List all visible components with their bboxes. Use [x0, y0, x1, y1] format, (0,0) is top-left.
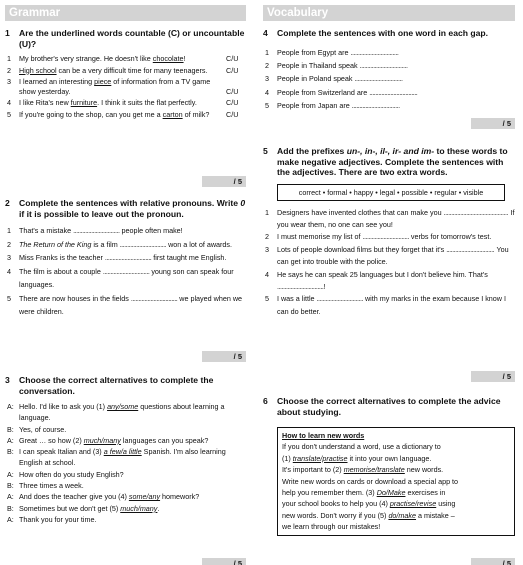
word-box: correct • formal • happy • legal • possible • regular • visible	[277, 184, 505, 201]
list-item: 5 People from Japan are ................................	[265, 101, 401, 111]
question-number: 6	[263, 396, 268, 406]
cu-answer: C/U	[226, 65, 239, 75]
list-item: 4 The film is about a couple ............................... young son can speak four languages.	[7, 266, 234, 289]
score-box: / 5	[202, 176, 246, 187]
list-item: 2 People in Thailand speak ................................	[265, 60, 408, 70]
list-item: 2 High school can be a very difficult time for many teenagers. C/U	[5, 66, 246, 76]
list-item: 1 My brother's very strange. He doesn't like chocolate! C/U	[5, 54, 246, 64]
cu-answer: C/U	[226, 98, 239, 108]
question-instruction: Complete the sentences with one word in each gap.	[277, 28, 489, 38]
score-box: / 5	[471, 371, 515, 382]
dialogue-line: A: And does the teacher give you (4) some/any homework?	[7, 492, 200, 502]
dialogue-line: A: Great … so how (2) much/many languages can you speak?	[7, 435, 209, 445]
list-item: 3 Lots of people download films but they forget that it's ................................ You can get into trouble with the police.	[265, 244, 509, 267]
question-number: 1	[5, 28, 10, 38]
question-1	[5, 28, 246, 120]
question-number: 2	[5, 198, 10, 208]
question-5	[263, 146, 515, 318]
dialogue-line: B: I can speak Italian and (3) a few/a little Spanish. I'm also learning English at school.	[7, 447, 226, 468]
grammar-column	[5, 0, 246, 565]
advice-box: How to learn new words If you don't understand a word, use a dictionary to (1) translate/practise it into your own language. It's important to (2) memorise/translate new words. Write new words on cards or download a special app to help you remember them. (3) Do/Make exercises in your school books to help you (4) practise/revise using new words. Don't worry if you (5) do/make a mistake – we learn through our mistakes!	[277, 427, 515, 536]
list-item: 3 Miss Franks is the teacher ............................... first taught me English.	[7, 253, 227, 262]
dialogue-line: B: Three times a week.	[7, 481, 84, 491]
question-instruction: Complete the sentences with relative pronouns. Write 0 if it is possible to leave out the pronoun.	[19, 198, 246, 219]
dialogue-line: A: How often do you study English?	[7, 469, 124, 479]
score-box: / 5	[202, 351, 246, 362]
question-instruction: Add the prefixes un-, in-, il-, ir- and im- to these words to make negative adjectives. Complete the sentences with the adjectives. There are two extra words.	[277, 146, 508, 177]
question-number: 4	[263, 28, 268, 38]
list-item: 1 That's a mistake ............................... people often make!	[7, 226, 183, 235]
list-item: 2 I must memorise my list of ............................... verbs for tomorrow's test.	[265, 232, 492, 242]
list-item: 5 I was a little ............................... with my marks in the exam because I know I can do better.	[265, 294, 506, 316]
list-item: 4 I like Rita's new furniture. I think it suits the flat perfectly. C/U	[5, 98, 246, 108]
list-item: 2 The Return of the King is a film ............................... won a lot of awards.	[7, 239, 233, 249]
score-box: / 5	[471, 558, 515, 565]
question-2	[5, 198, 246, 319]
grammar-header: Grammar	[5, 5, 246, 21]
dialogue-line: B: Yes, of course.	[7, 424, 67, 434]
list-item: 4 He says he can speak 25 languages but I don't believe him. That's ...............................!	[265, 269, 488, 291]
question-instruction: Are the underlined words countable (C) or uncountable (U)?	[19, 28, 245, 49]
question-6	[263, 396, 515, 536]
dialogue-line: B: Sometimes but we don't get (5) much/many.	[7, 503, 160, 513]
score-box: / 5	[202, 558, 246, 565]
question-instruction: Choose the correct alternatives to complete the conversation.	[19, 375, 214, 396]
question-instruction: Choose the correct alternatives to complete the advice about studying.	[277, 396, 501, 417]
vocabulary-column	[263, 0, 515, 565]
list-item: 3 I learned an interesting piece of information from a TV game show yesterday. C/U	[5, 77, 246, 96]
question-4	[263, 28, 515, 113]
question-number: 5	[263, 146, 268, 156]
cu-answer: C/U	[226, 54, 239, 63]
question-number: 3	[5, 375, 10, 385]
list-item: 4 People from Switzerland are ................................	[265, 87, 418, 97]
dialogue-line: A: Thank you for your time.	[7, 514, 97, 524]
list-item: 1 People from Egypt are ................................	[265, 47, 399, 57]
list-item: 3 People in Poland speak ................................	[265, 74, 403, 84]
dialogue-line: A: Hello. I'd like to ask you (1) any/some questions about learning a language.	[7, 402, 225, 423]
list-item: 1 Designers have invented clothes that can make you ........................................... If you wear them, no one can see you!	[265, 207, 515, 229]
list-item: 5 If you're going to the shop, can you get me a carton of milk? C/U	[5, 110, 246, 120]
advice-title: How to learn new words	[282, 431, 365, 440]
list-item: 5 There are now houses in the fields ............................... we played when we were children.	[7, 293, 243, 316]
cu-answer: C/U	[226, 86, 239, 96]
vocabulary-header: Vocabulary	[263, 5, 515, 21]
question-3	[5, 375, 246, 525]
score-box: / 5	[471, 118, 515, 129]
cu-answer: C/U	[226, 109, 239, 119]
